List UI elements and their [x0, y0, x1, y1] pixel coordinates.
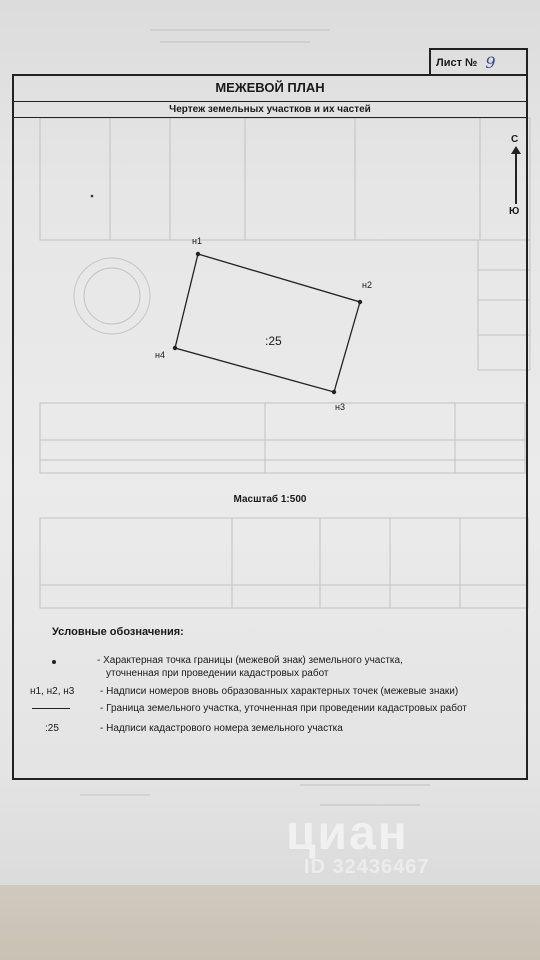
legend-item-boundary: - Граница земельного участка, уточненная при проведении кадастровых работ	[100, 703, 467, 714]
legend-cadastral-symbol: :25	[45, 723, 59, 734]
compass-north-label: С	[511, 134, 519, 145]
legend-point-labels-symbol: н1, н2, н3	[30, 686, 75, 697]
watermark-id: ID 32436467	[304, 856, 430, 878]
legend-item-point-line1: - Характерная точка границы (межевой знак) земельного участка,	[97, 655, 403, 666]
stray-mark	[91, 195, 94, 198]
legend-item-point-line2: уточненная при проведении кадастровых работ	[106, 668, 329, 679]
document-title: МЕЖЕВОЙ ПЛАН	[12, 74, 528, 102]
cadastral-number-label: :25	[265, 334, 282, 348]
point-label-n3: н3	[335, 402, 345, 412]
point-label-n1: н1	[192, 236, 202, 246]
boundary-point-n4	[173, 346, 177, 350]
plot-boundary	[175, 254, 360, 392]
legend-line-symbol	[32, 708, 70, 709]
legend-point-symbol	[52, 660, 56, 664]
document-subtitle: Чертеж земельных участков и их частей	[12, 102, 528, 118]
sheet-label: Лист №	[436, 56, 478, 69]
point-label-n2: н2	[362, 280, 372, 290]
legend-item-cadastral: - Надписи кадастрового номера земельного участка	[100, 723, 343, 734]
boundary-point-n1	[196, 252, 200, 256]
point-label-n4: н4	[155, 350, 165, 360]
watermark-logo: циан	[286, 807, 409, 860]
legend-title: Условные обозначения:	[52, 626, 184, 638]
drawing-scale: Масштаб 1:500	[233, 494, 307, 505]
sheet-number: 9	[485, 53, 496, 72]
legend-item-point	[97, 654, 497, 680]
legend-item-labels: - Надписи номеров вновь образованных характерных точек (межевые знаки)	[100, 686, 459, 697]
compass-south-label: Ю	[509, 206, 520, 217]
boundary-point-n3	[332, 390, 336, 394]
boundary-point-n2	[358, 300, 362, 304]
